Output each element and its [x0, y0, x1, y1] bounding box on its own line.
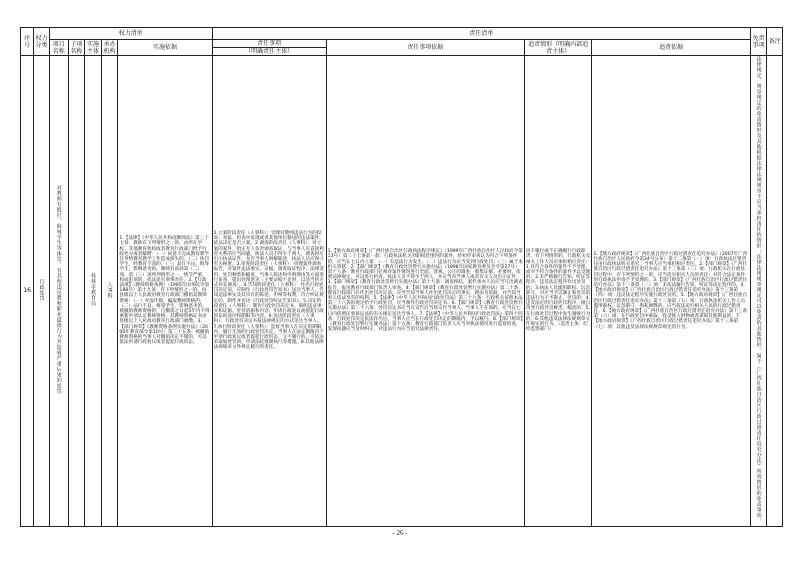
- cell-subitem: [68, 56, 85, 527]
- power-responsibility-table: [20, 27, 783, 527]
- header-responsibility-list: 责任清单: [212, 28, 750, 40]
- cell-subject: [85, 56, 102, 527]
- header-responsibility-basis: 责任事项依据: [326, 40, 524, 56]
- table-row: [21, 56, 783, 527]
- header-exemption: 免责事项: [750, 28, 767, 56]
- cell-dept: [101, 56, 118, 527]
- header-seq: 序号: [21, 28, 34, 56]
- header-category: 权力分类: [34, 28, 50, 56]
- exemption-text: 法律规定、规章规定的免责情形及其他根据法律法规规章不应当承担责任的情形；法律法规规章规定可以免责的其他情形。属于《广西壮族自治区行政过错责任追究办法》所列情形的免责事项。: [755, 56, 762, 524]
- header-responsibility-items: [212, 40, 326, 48]
- header-remark: 备注: [767, 28, 783, 56]
- header-responsibility-items-note: （明确责任主体）: [212, 48, 326, 56]
- cell-remark: [767, 56, 783, 527]
- cell-responsibility-basis: 1.【地方政府规章】《广西壮族自治区行政执法程序规定》（1999年广西壮族自治区人民政府令第13号）第二十七条第一款：行政执法机关对职权范围内的案件，经初步审查认为符合下列条件的，应当在七日内立案：（一）有违法行为发生；（二）违法行为应当受到行政处罚；（三）属于本机关管辖。2.【部门规章】《教育行政处罚暂行实施办法》（1998年国家教育委员会令第27号）第十八条：教育行政部门必须对案件情况进行全面、客观、公正的调查，收集证据；必要时，依照法律规定，可以进行检查。执法人员不得少于两人，并应当向当事人或者有关人员出示证件。3.【部门规章】《教育行政处罚暂行实施办法》第十九条：调查终结，案件承办人员应当写出调查报告，报送教育行政部门负责人审查。4.【部门规章】《教育行政处罚暂行实施办法》第二十条：教育行政部门在作出处罚决定前，应当告知当事人作出处罚决定的事实、理由及依据，并告知当事人依法享有的权利。5.【法律】《中华人民共和国行政处罚法》第三十九条：行政机关依照本法第三十八条的规定给予行政处罚，应当制作行政处罚决定书。6.【部门规章】《教育行政处罚暂行实施办法》第二十六条：处罚决定书应当在宣告后当场交付当事人；当事人不在场的，应当在七日内依照民事诉讼法的有关规定送达当事人。7.【法律】《中华人民共和国行政处罚法》第四十四条：行政处罚决定依法作出后，当事人应当在行政处罚决定的期限内，予以履行。8.【部门规章】《教育行政处罚暂行实施办法》第十五条：教育行政部门负责人应当对执法情况进行监督检查，发现问题应当及时纠正，对违法行为应当追究法律责任。: [326, 56, 524, 527]
- header-power-list: 权力清单: [49, 28, 212, 40]
- page-number: - 26 -: [392, 529, 408, 537]
- header-item: 项目名称: [49, 40, 68, 56]
- dept-text: 人事科: [106, 281, 113, 298]
- header-responsibility-items-label: 责任事项: [257, 40, 282, 47]
- cell-seq: 16: [21, 56, 34, 527]
- header-subitem: 子项名称: [68, 40, 85, 56]
- cell-responsibility-items: 1.立案阶段责任（人事科）：受理对教师违法行为的投诉、举报、检查中发现或者其他单位移送的违法案件，依法决定是否立案。2.调查阶段责任（人事科）：对立案的案件，指定专人负责调查取证，与当事人有直接利害关系的应当回避。执法人员不得少于两人，调查时应出示执法证件，允许当事人辩解陈述，执法人员应保守有关秘密。3.审查阶段责任（人事科）：审理案件调查报告，对案件违法事实、证据、调查取证程序、法律适用、处罚种类和幅度、当事人陈述和申辩理由等方面进行审查，提出处理意见（主要证据不足时，以适当的方式补充调查）。4.告知阶段责任（人事科）：作出行政处罚决定前，应制作《行政处罚告知书》送达当事人，告知违法事实及其享有的陈述、申辩等权利。符合听证规定的，制作并送达《行政处罚听证告知书》。5.决定阶段责任（人事科）：制作行政处罚决定书，载明违法事实和证据、处罚依据和内容、申请行政复议或提起行政诉讼的途径和期限等内容。6.送达阶段责任（人事科）：行政处罚决定书按法律规定的方式送达当事人。7.执行阶段责任（人事科）：监督当事人在决定的期限内，履行生效的行政处罚决定。当事人在法定期限内不申请行政复议或者提起行政诉讼，又不履行的，可依法采取加处罚款、申请法院强制执行等措施。8.其他法律法规规章文件规定履行的责任。: [212, 56, 326, 527]
- header-subject: 实施主体: [85, 40, 102, 56]
- cell-item: [49, 56, 68, 527]
- category-text: 行政处罚: [38, 278, 45, 301]
- item-text: 对教师有殴打、侮辱学生等体罚，有其他违反教师职业道德行为并造成严重后果的处罚: [55, 185, 62, 395]
- subject-text: 桂林市教育局: [90, 273, 96, 307]
- header-basis: 实施依据: [118, 40, 212, 56]
- cell-accountability: 因不履行或不正确履行行政职责，有下列情形的，行政机关及相关工作人员应承担相应责任：1.对符合条件的案件不予受理，或对不符合条件的案件予以受理的；2.未严格履行告知、听证等程序，违反法定程序作出处罚的；3.执法人员滥用职权、玩忽职守，对应当予以制止和处罚的违法行为不予制止、处罚的；4.违反法定的行政处罚程序，擅自改变行政处罚种类、幅度的；5.在行政处罚过程中发生腐败行为的；6.其他违反法律法规规章文件规定的行为。（追责主体：纪检监察部门）: [524, 56, 592, 527]
- cell-basis: 1.【法律】《中华人民共和国教师法》第三十七条：教师有下列情形之一的，由所在学校、其他教育机构或者教育行政部门给予行政处分或者解聘：（一）故意不完成教育教学任务给教育教学工作造成损失的；（二）体罚学生，经教育不改的；（三）品行不良、侮辱学生，影响恶劣的。教师有前款第（二）项、第（三）项所列情形之一，情节严重，构成犯罪的，依法追究刑事责任。2.【行政法规】《教师资格条例》（1995年国务院令第188号）第十九条：有下列情形之一的，由县级以上人民政府教育行政部门撤销其教师资格：（一）弄虚作假、骗取教师资格的；（二）品行不良、侮辱学生，影响恶劣的。被撤销教师资格的，自撤销之日起5年内不得重新申请认定教师资格，其教师资格证书由县级以上人民政府教育行政部门收缴。3.【部门规章】《教师资格条例实施办法》（2000年教育部令第10号）第二十五条：被撤销教师资格的当事人对撤销决定不服的，可以依法申请行政复议或者提起行政诉讼。: [118, 56, 212, 527]
- cell-accountability-basis: 1.【地方政府规章】《广西壮族自治区行政过错责任追究办法》（2007年广西壮族自治区人民政府令第24号公布）第十二条第（一）项：行政执法过错责任由行政执法机关追究，当事人应当承担相应责任。2.【部门规章】《广西壮族自治区行政过错责任追究办法》第十三条第（二）项：行政机关在行政处罚过程中，有下列情形之一的，应当追究相关人员的责任：对符合法定条件的行政执法申请不予受理的。3.【部门规章】《广西壮族自治区行政过错责任追究办法》第十三条第（三）项：未依法履行告知、听证等法定程序的。4.【地方政府规章】《广西壮族自治区行政过错责任追究办法》第十三条第（四）项：违反法定程序实施行政处罚的。5.【地方政府规章】《广西壮族自治区行政过错责任追究办法》第十三条第（五）项：行政执法机关工作人员滥用职权、玩忽职守、徇私舞弊的，应当依法追究相关人员的行政过错责任。6.【地方政府规章】《广西壮族自治区行政过错责任追究办法》第十三条第（六）项：在行政处罚中索取、收受他人财物或者谋取其他利益的。7.【地方政府规章】《广西壮族自治区行政过错责任追究办法》第十三条第（七）项：其他违反法律法规规章规定的行为。: [592, 56, 750, 527]
- header-accountability-basis: 追责依据: [592, 40, 750, 56]
- cell-exemption: [750, 56, 767, 527]
- cell-category: [34, 56, 50, 527]
- header-accountability: 追责情形（明确内部追责主体）: [524, 40, 592, 56]
- header-dept: 承办机构: [101, 40, 118, 56]
